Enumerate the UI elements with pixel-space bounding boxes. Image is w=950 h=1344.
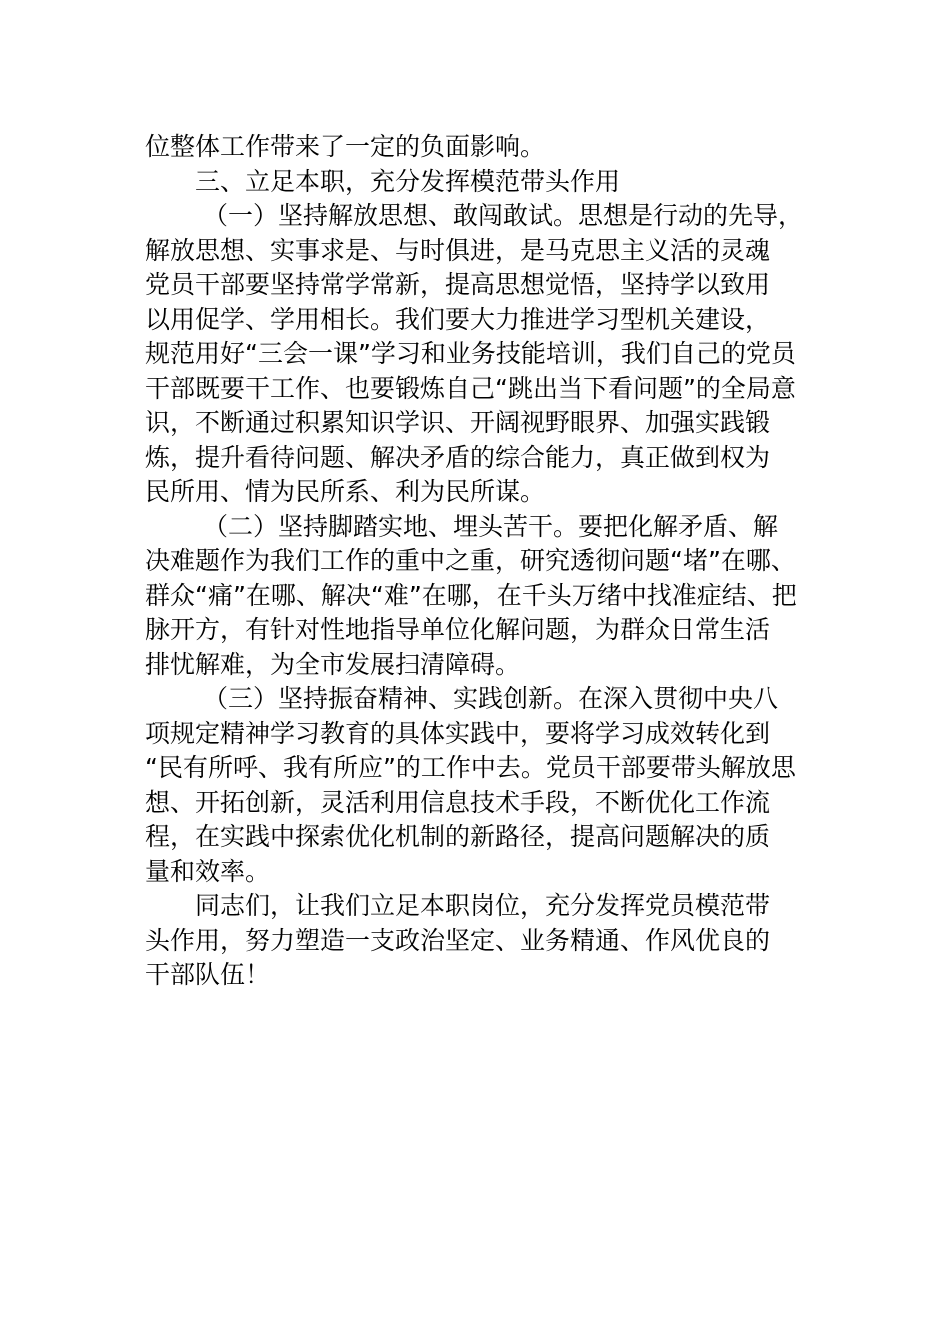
document-body: [145, 130, 835, 993]
text-line: 决难题作为我们工作的重中之重，研究透彻问题“堵”在哪、: [145, 546, 796, 575]
text-line: 脉开方，有针对性地指导单位化解问题，为群众日常生活: [145, 615, 771, 644]
item-heading-1: （一）坚持解放思想、敢闯敢试。思想是行动的先导，: [203, 201, 804, 230]
text-line: “民有所呼、我有所应”的工作中去。党员干部要带头解放思: [145, 753, 796, 782]
text-line: 头作用，努力塑造一支政治坚定、业务精通、作风优良的: [145, 925, 771, 955]
text-line: 群众“痛”在哪、解决“难”在哪，在千头万绪中找准症结、把: [145, 580, 797, 610]
text-line: 干部队伍！: [145, 960, 271, 989]
item-heading-2: （二）坚持脚踏实地、埋头苦干。要把化解矛盾、解: [203, 511, 779, 541]
text-line: 排忧解难，为全市发展扫清障碍。: [145, 649, 521, 679]
text-line: 干部既要干工作、也要锻炼自己“跳出当下看问题”的全局意: [145, 373, 796, 403]
closing-paragraph-start: 同志们，让我们立足本职岗位，充分发挥党员模范带: [195, 891, 771, 920]
text-line: 党员干部要坚持常学常新，提高思想觉悟，坚持学以致用: [145, 270, 771, 299]
text-line: 量和效率。: [145, 856, 271, 886]
text-line: 程，在实践中探索优化机制的新路径，提高问题解决的质: [145, 822, 771, 851]
text-line: 以用促学、学用相长。我们要大力推进学习型机关建设，: [145, 304, 771, 334]
text-line: 解放思想、实事求是、与时俱进，是马克思主义活的灵魂: [145, 235, 771, 265]
text-line: 民所用、情为民所系、利为民所谋。: [145, 477, 546, 506]
text-line: 想、开拓创新，灵活利用信息技术手段，不断优化工作流: [145, 787, 771, 817]
text-line: 规范用好“三会一课”学习和业务技能培训，我们自己的党员: [145, 339, 796, 368]
item-heading-3: （三）坚持振奋精神、实践创新。在深入贯彻中央八: [203, 684, 779, 713]
text-line: 炼，提升看待问题、解决矛盾的综合能力，真正做到权为: [145, 442, 771, 472]
section-heading: 三、立足本职，充分发挥模范带头作用: [195, 166, 621, 196]
text-line: 项规定精神学习教育的具体实践中，要将学习成效转化到: [145, 718, 771, 748]
text-line: 识，不断通过积累知识学识、开阔视野眼界、加强实践锻: [145, 408, 771, 437]
text-line: 位整体工作带来了一定的负面影响。: [145, 132, 546, 161]
